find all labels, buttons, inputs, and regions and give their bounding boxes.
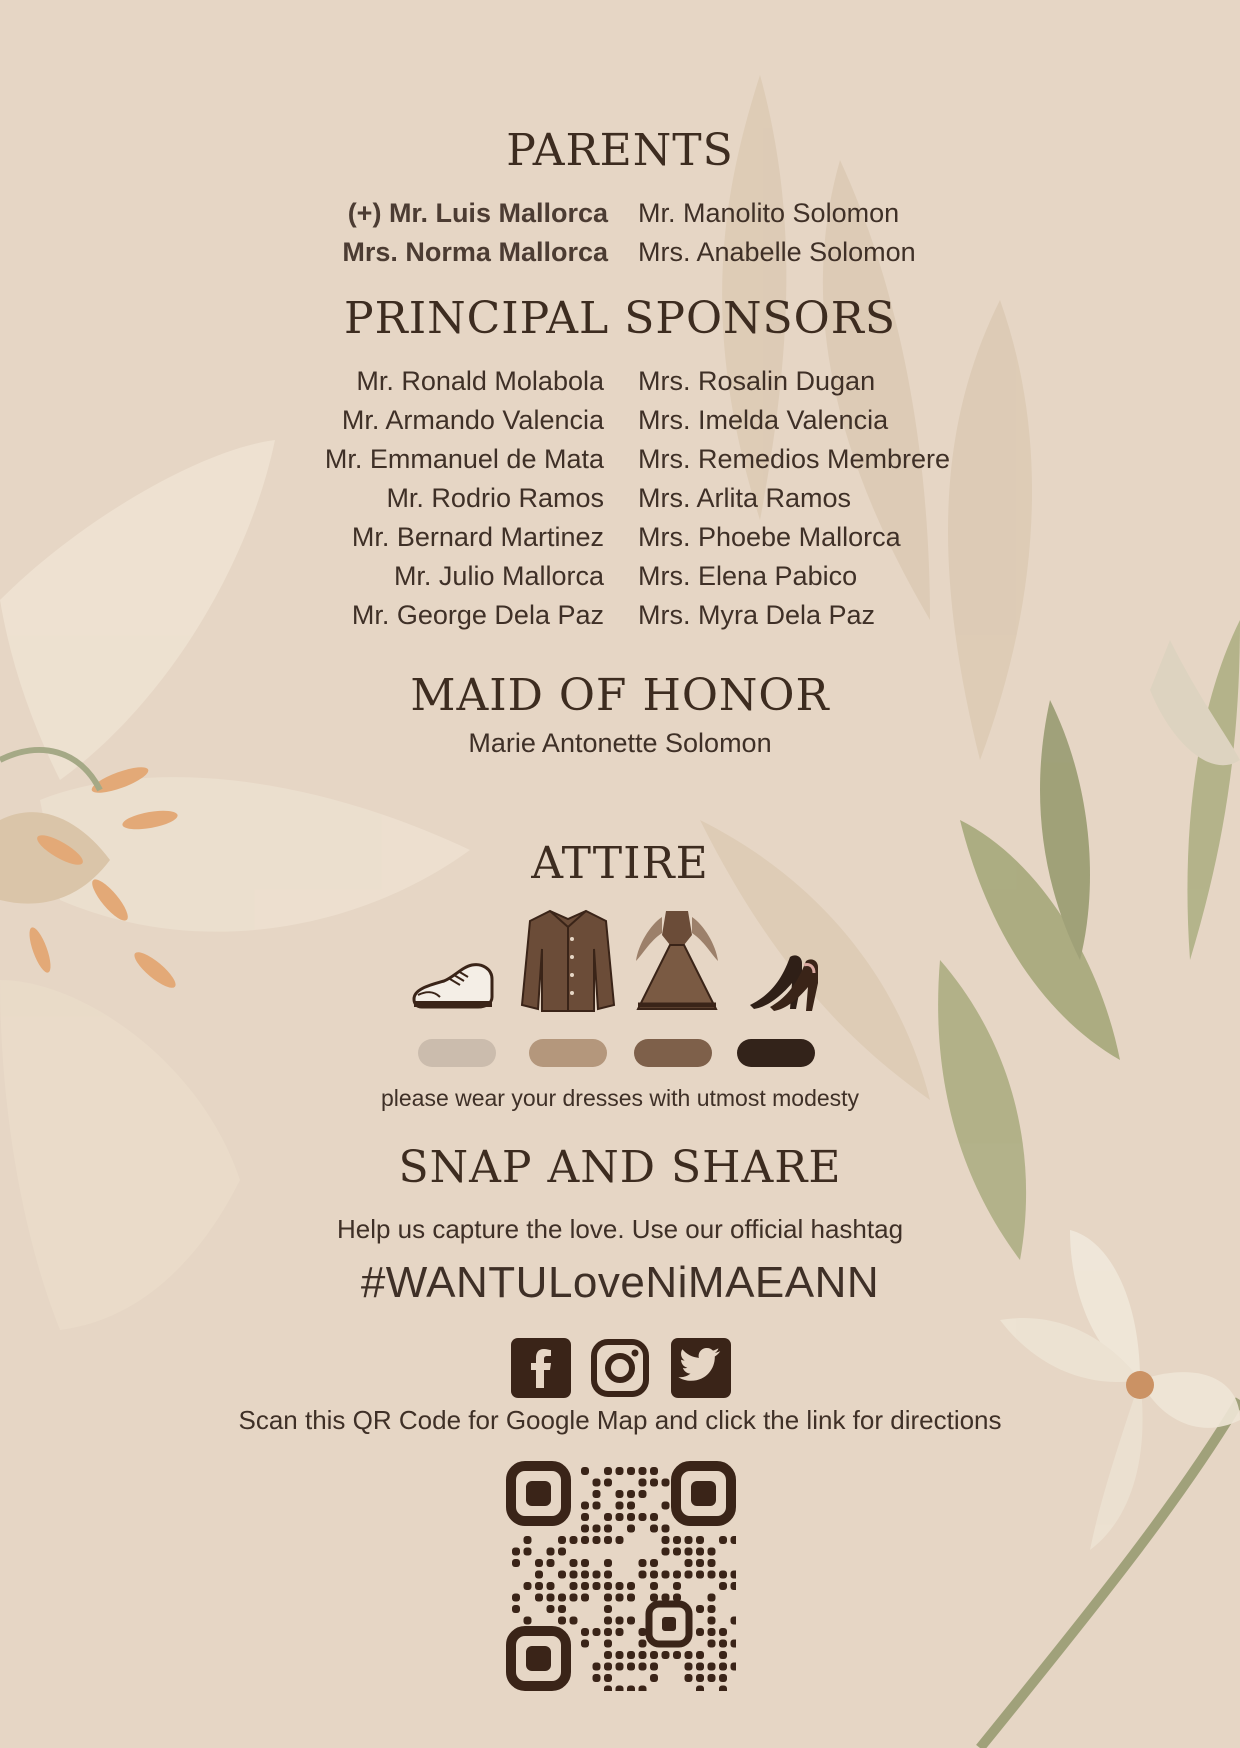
twitter-icon[interactable] [671,1338,731,1398]
palette-swatch-1 [418,1039,496,1067]
qr-module [604,1571,612,1579]
qr-module [547,1582,555,1590]
qr-module [627,1525,635,1533]
qr-module [662,1594,670,1602]
qr-module [708,1663,716,1671]
qr-module [616,1582,624,1590]
qr-module [627,1594,635,1602]
qr-module [593,1490,601,1498]
qr-module [616,1536,624,1544]
qr-module [708,1559,716,1567]
qr-module [708,1617,716,1625]
qr-module [535,1571,543,1579]
qr-module [581,1525,589,1533]
qr-module [662,1548,670,1556]
qr-module [512,1559,520,1567]
sponsor-name: Mrs. Remedios Membrere [638,444,951,474]
qr-module [708,1640,716,1648]
qr-module [639,1490,647,1498]
maid-of-honor-heading: MAID OF HONOR [410,670,830,721]
qr-module [570,1594,578,1602]
qr-module [581,1640,589,1648]
qr-module [685,1571,693,1579]
qr-module [673,1582,681,1590]
qr-module [581,1467,589,1475]
shoe-icon [410,955,496,1015]
qr-module [604,1651,612,1659]
qr-module [627,1651,635,1659]
qr-module [731,1536,737,1544]
qr-module [708,1571,716,1579]
qr-module [616,1490,624,1498]
qr-module [650,1582,658,1590]
qr-module [696,1548,704,1556]
qr-module [719,1536,727,1544]
qr-module [604,1663,612,1671]
qr-module [650,1467,658,1475]
sponsor-name: Mr. Ronald Molabola [356,366,604,396]
qr-module [593,1536,601,1544]
qr-module [593,1663,601,1671]
qr-module [524,1548,532,1556]
qr-module [696,1651,704,1659]
qr-instructions: Scan this QR Code for Google Map and click the link for directions [238,1405,1002,1435]
qr-module [708,1674,716,1682]
qr-module [719,1628,727,1636]
qr-module [547,1548,555,1556]
dress-icon [632,905,722,1015]
qr-module [662,1571,670,1579]
qr-module [662,1525,670,1533]
qr-module [627,1663,635,1671]
qr-module [650,1479,658,1487]
sponsor-name: Mrs. Rosalin Dugan [638,366,876,396]
qr-module [581,1513,589,1521]
qr-module [639,1628,647,1636]
qr-module [696,1559,704,1567]
qr-module [547,1559,555,1567]
qr-module [650,1559,658,1567]
qr-module [673,1594,681,1602]
qr-module [685,1674,693,1682]
sponsor-name: Mrs. Phoebe Mallorca [638,522,901,552]
qr-module [593,1674,601,1682]
hashtag: #WANTULoveNiMAEANN [360,1258,880,1307]
attire-note: please wear your dresses with utmost modesty [380,1085,860,1111]
qr-module [662,1502,670,1510]
qr-code[interactable] [506,1461,736,1691]
qr-module [558,1536,566,1544]
qr-module [535,1559,543,1567]
palette-swatch-3 [634,1039,712,1067]
qr-module [639,1571,647,1579]
qr-module [719,1674,727,1682]
qr-module [639,1686,647,1692]
palette-swatch-4 [737,1039,815,1067]
qr-module [627,1467,635,1475]
sponsor-name: Mrs. Arlita Ramos [638,483,852,513]
qr-module [696,1686,704,1692]
qr-module [696,1628,704,1636]
facebook-icon[interactable] [511,1338,571,1398]
qr-module [696,1674,704,1682]
qr-module [570,1571,578,1579]
qr-module [719,1571,727,1579]
qr-module [581,1582,589,1590]
qr-module [650,1663,658,1671]
qr-module [627,1686,635,1692]
qr-module [604,1559,612,1567]
qr-module [650,1674,658,1682]
qr-module [685,1663,693,1671]
qr-module [604,1628,612,1636]
qr-module [570,1536,578,1544]
qr-module [696,1536,704,1544]
qr-module [639,1640,647,1648]
qr-module [627,1582,635,1590]
qr-module [708,1628,716,1636]
qr-module [685,1651,693,1659]
shirt-icon [520,905,616,1015]
qr-module [627,1513,635,1521]
qr-module [662,1651,670,1659]
qr-module [616,1594,624,1602]
qr-module [558,1617,566,1625]
parent-name: Mrs. Anabelle Solomon [638,237,916,267]
qr-module [581,1571,589,1579]
qr-module [570,1559,578,1567]
maid-of-honor-name: Marie Antonette Solomon [468,728,772,758]
sponsor-name: Mr. Rodrio Ramos [386,483,604,513]
qr-module [604,1594,612,1602]
qr-module [593,1582,601,1590]
qr-module [616,1663,624,1671]
qr-module [524,1582,532,1590]
qr-module [604,1536,612,1544]
heels-icon [746,949,830,1015]
qr-module [604,1525,612,1533]
parents-bride-side [342,194,608,272]
qr-module [593,1571,601,1579]
qr-module [673,1548,681,1556]
qr-module [731,1582,737,1590]
qr-module [604,1513,612,1521]
qr-module [731,1617,737,1625]
qr-module [616,1513,624,1521]
qr-module [512,1605,520,1613]
sponsor-name: Mrs. Elena Pabico [638,561,858,591]
qr-module [581,1559,589,1567]
qr-module [639,1467,647,1475]
qr-module [639,1559,647,1567]
qr-module [593,1628,601,1636]
sponsor-name: Mrs. Myra Dela Paz [638,600,876,630]
qr-module [696,1571,704,1579]
qr-module [593,1525,601,1533]
qr-module [581,1628,589,1636]
qr-module [547,1605,555,1613]
qr-module [547,1594,555,1602]
qr-module [639,1663,647,1671]
sponsors-female-list [638,362,950,635]
palette-swatch-2 [529,1039,607,1067]
qr-module [685,1536,693,1544]
qr-module [719,1582,727,1590]
qr-module [719,1651,727,1659]
qr-module [662,1479,670,1487]
qr-module [719,1686,727,1692]
qr-module [662,1536,670,1544]
qr-module [616,1686,624,1692]
qr-module [570,1582,578,1590]
qr-module [673,1571,681,1579]
qr-module [535,1582,543,1590]
qr-module [524,1536,532,1544]
snap-heading: SNAP AND SHARE [398,1142,842,1193]
qr-module [639,1479,647,1487]
parent-name: (+) Mr. Luis Mallorca [347,198,608,228]
sponsor-name: Mr. George Dela Paz [351,600,604,630]
hashtag-intro: Help us capture the love. Use our official hashtag [336,1214,904,1244]
qr-module [558,1571,566,1579]
qr-module [731,1571,737,1579]
qr-module [593,1479,601,1487]
qr-module [639,1651,647,1659]
qr-module [708,1594,716,1602]
sponsor-name: Mr. Armando Valencia [341,405,604,435]
qr-module [719,1663,727,1671]
sponsors-heading: PRINCIPAL SPONSORS [343,293,896,344]
attire-icons [400,905,840,1015]
qr-module [731,1640,737,1648]
qr-module [558,1548,566,1556]
sponsors-male-list [325,362,604,635]
facebook-glyph [511,1338,571,1398]
qr-module [673,1536,681,1544]
qr-module [512,1548,520,1556]
twitter-glyph [671,1338,731,1398]
qr-module [604,1605,612,1613]
parents-groom-side [638,194,916,272]
qr-module [696,1663,704,1671]
qr-module [604,1467,612,1475]
qr-module [696,1605,704,1613]
instagram-glyph [590,1338,650,1398]
qr-module [570,1617,578,1625]
qr-module [604,1674,612,1682]
qr-module [581,1502,589,1510]
qr-module [627,1617,635,1625]
qr-module [616,1628,624,1636]
attire-heading: ATTIRE [531,838,709,889]
qr-module [535,1594,543,1602]
sponsor-name: Mr. Bernard Martinez [351,522,604,552]
qr-module [616,1617,624,1625]
parent-name: Mr. Manolito Solomon [638,198,900,228]
qr-module [639,1513,647,1521]
qr-module [685,1559,693,1567]
qr-module [673,1651,681,1659]
qr-module [731,1663,737,1671]
qr-module [604,1479,612,1487]
qr-module [627,1502,635,1510]
qr-module [604,1617,612,1625]
qr-module [616,1467,624,1475]
qr-module [581,1536,589,1544]
sponsor-name: Mrs. Imelda Valencia [638,405,889,435]
qr-module [616,1651,624,1659]
qr-module [650,1651,658,1659]
qr-module [604,1640,612,1648]
instagram-icon[interactable] [590,1338,650,1398]
qr-module [650,1571,658,1579]
qr-module [708,1605,716,1613]
qr-module [627,1490,635,1498]
qr-module [593,1502,601,1510]
parents-heading: PARENTS [506,125,734,176]
sponsor-name: Mr. Emmanuel de Mata [324,444,604,474]
qr-module [558,1594,566,1602]
qr-module [604,1582,612,1590]
qr-module [616,1502,624,1510]
qr-module [650,1513,658,1521]
qr-module [650,1525,658,1533]
qr-module [604,1686,612,1692]
parent-name: Mrs. Norma Mallorca [342,237,608,267]
qr-module [708,1548,716,1556]
qr-module [581,1594,589,1602]
qr-module [558,1605,566,1613]
sponsor-name: Mr. Julio Mallorca [393,561,604,591]
qr-module [719,1640,727,1648]
qr-module [650,1594,658,1602]
qr-module [685,1548,693,1556]
qr-module [524,1617,532,1625]
qr-module [512,1594,520,1602]
